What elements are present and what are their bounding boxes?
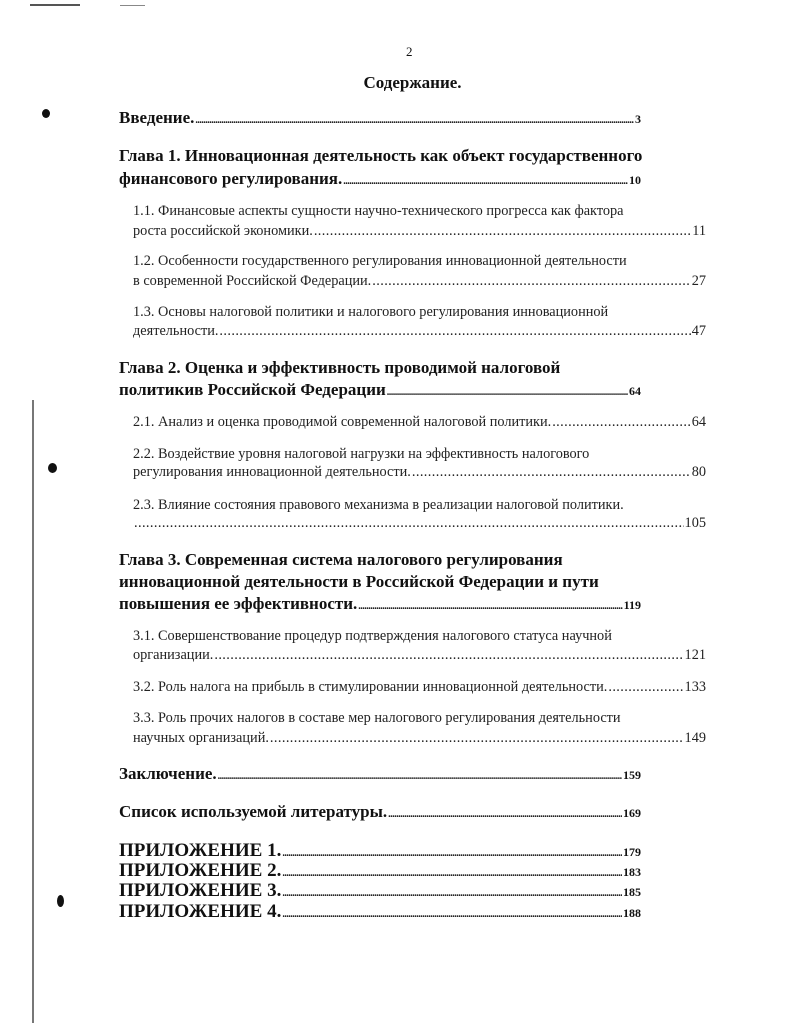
toc-entry-line[interactable] xyxy=(133,464,706,481)
toc-entry-text: Глава 1. Инновационная деятельность как объект государственного xyxy=(119,146,643,165)
toc-entry-line[interactable] xyxy=(119,380,641,400)
scan-edge-line xyxy=(32,400,34,1023)
toc-entry-line[interactable] xyxy=(133,628,612,645)
toc-entry-line[interactable] xyxy=(119,146,642,166)
toc-page-number: 3 xyxy=(635,112,641,126)
toc-entry-line[interactable] xyxy=(119,880,641,902)
toc-entry-line[interactable] xyxy=(133,253,627,270)
dot-leader xyxy=(343,176,628,187)
toc-entry-text: роста российской экономики. xyxy=(133,223,313,239)
dot-leader xyxy=(608,679,683,696)
toc-entry-text: регулирования инновационной деятельности. xyxy=(133,464,411,480)
page-number: 2 xyxy=(406,44,413,59)
dot-leader xyxy=(282,909,622,920)
toc-page-number: 27 xyxy=(691,273,706,289)
toc-entry-text: Заключение. xyxy=(119,764,217,783)
dot-leader xyxy=(282,888,622,899)
toc-entry-line[interactable] xyxy=(133,730,706,747)
dot-leader xyxy=(372,273,690,290)
toc-entry-text: политикив Российской Федерации xyxy=(119,380,386,399)
toc-entry-text: ПРИЛОЖЕНИЕ 1. xyxy=(119,840,282,861)
toc-entry-text: повышения ее эффективности. xyxy=(119,594,358,613)
toc-page-number: 169 xyxy=(623,806,641,820)
toc-entry-text: финансового регулирования. xyxy=(119,169,343,188)
toc-entry-line[interactable] xyxy=(133,446,589,463)
toc-page-number: 119 xyxy=(623,598,641,612)
dot-leader xyxy=(282,848,622,859)
toc-entry-line[interactable] xyxy=(133,273,706,290)
toc-entry-text: ПРИЛОЖЕНИЕ 3. xyxy=(119,880,282,901)
toc-page-number: 149 xyxy=(684,730,706,746)
toc-entry-text: 3.2. Роль налога на прибыль в стимулировании инновационной деятельности. xyxy=(133,679,608,695)
toc-entry-text: организации. xyxy=(133,647,214,663)
dot-leader xyxy=(412,464,691,481)
toc-entry-text: 3.3. Роль прочих налогов в составе мер налогового регулирования деятельности xyxy=(133,710,621,726)
scan-speck xyxy=(48,463,57,473)
toc-entry-line[interactable] xyxy=(119,594,641,614)
dot-leader xyxy=(134,515,684,532)
toc-entry-line[interactable] xyxy=(133,679,706,696)
toc-entry-text: Список используемой литературы. xyxy=(119,802,388,821)
dot-leader xyxy=(270,730,684,747)
toc-entry-text: Введение. xyxy=(119,108,195,127)
dot-leader xyxy=(214,647,683,664)
toc-entry-text: деятельности. xyxy=(133,323,219,339)
toc-entry-line[interactable] xyxy=(119,550,563,570)
scan-mark-top xyxy=(120,5,145,6)
toc-entry-text: Глава 3. Современная система налогового регулирования xyxy=(119,550,563,569)
dot-leader xyxy=(195,115,634,126)
toc-entry-text: ПРИЛОЖЕНИЕ 4. xyxy=(119,901,282,922)
toc-entry-line[interactable] xyxy=(119,358,560,378)
toc-page-number: 133 xyxy=(684,679,706,695)
toc-page-number: 179 xyxy=(623,845,641,859)
toc-page-number: 121 xyxy=(684,647,706,663)
toc-entry-line[interactable] xyxy=(133,414,706,431)
toc-entry-line[interactable] xyxy=(133,515,706,532)
toc-page-number: 183 xyxy=(623,865,641,879)
toc-entry-text: 2.2. Воздействие уровня налоговой нагрузки на эффективность налогового xyxy=(133,446,590,462)
toc-entry-text: 1.2. Особенности государственного регулирования инновационной деятельности xyxy=(133,253,627,269)
toc-entry-text: 1.1. Финансовые аспекты сущности научно-технического прогресса как фактора xyxy=(133,203,624,219)
scan-speck xyxy=(57,895,64,907)
toc-page-number: 80 xyxy=(691,464,706,480)
toc-entry-line[interactable] xyxy=(119,901,641,923)
toc-entry-text: в современной Российской Федерации. xyxy=(133,273,372,289)
toc-page-number: 47 xyxy=(691,323,706,339)
scan-mark-top-left xyxy=(30,4,80,6)
dot-leader xyxy=(314,223,691,240)
toc-entry-line[interactable] xyxy=(119,572,599,592)
toc-page-number: 10 xyxy=(629,173,641,187)
page-title: Содержание. xyxy=(363,73,462,92)
toc-page-number: 188 xyxy=(623,906,641,920)
toc-entry-line[interactable] xyxy=(133,203,624,220)
toc-page-number: 64 xyxy=(629,384,641,398)
toc-entry-line[interactable] xyxy=(133,323,706,340)
dot-leader xyxy=(388,809,622,820)
dot-leader xyxy=(282,868,622,879)
toc-entry-text: ПРИЛОЖЕНИЕ 2. xyxy=(119,860,282,881)
toc-entry-text: инновационной деятельности в Российской Федерации и пути xyxy=(119,572,599,591)
toc-page-number: 105 xyxy=(684,515,706,531)
toc-entry-line[interactable] xyxy=(119,764,641,784)
dot-leader xyxy=(219,323,690,340)
toc-page-number: 185 xyxy=(623,885,641,899)
toc-entry-line[interactable] xyxy=(133,304,608,321)
toc-entry-line[interactable] xyxy=(133,497,624,514)
dot-leader xyxy=(218,771,622,782)
toc-entry-line[interactable] xyxy=(133,647,706,664)
dot-leader xyxy=(552,414,691,431)
toc-page-number: 11 xyxy=(692,223,706,239)
toc-entry-line[interactable] xyxy=(119,802,641,822)
toc-entry-text: 2.1. Анализ и оценка проводимой современной налоговой политики. xyxy=(133,414,552,430)
dot-leader xyxy=(358,601,622,612)
toc-entry-line[interactable] xyxy=(119,169,641,189)
toc-entry-text: научных организаций. xyxy=(133,730,269,746)
toc-entry-line[interactable] xyxy=(133,710,621,727)
toc-page-number: 159 xyxy=(623,768,641,782)
toc-entry-line[interactable] xyxy=(119,108,641,128)
toc-entry-text: Глава 2. Оценка и эффективность проводимой налоговой xyxy=(119,358,561,377)
toc-entry-text: 3.1. Совершенствование процедур подтверждения налогового статуса научной xyxy=(133,628,612,644)
toc-entry-text: 2.3. Влияние состояния правового механизма в реализации налоговой политики. xyxy=(133,497,624,513)
toc-entry-line[interactable] xyxy=(119,840,641,862)
toc-entry-line[interactable] xyxy=(119,860,641,882)
dot-leader xyxy=(387,387,628,398)
toc-entry-text: 1.3. Основы налоговой политики и налогового регулирования инновационной xyxy=(133,304,609,320)
toc-entry-line[interactable] xyxy=(133,223,706,240)
scan-speck xyxy=(42,109,50,118)
toc-page-number: 64 xyxy=(691,414,706,430)
